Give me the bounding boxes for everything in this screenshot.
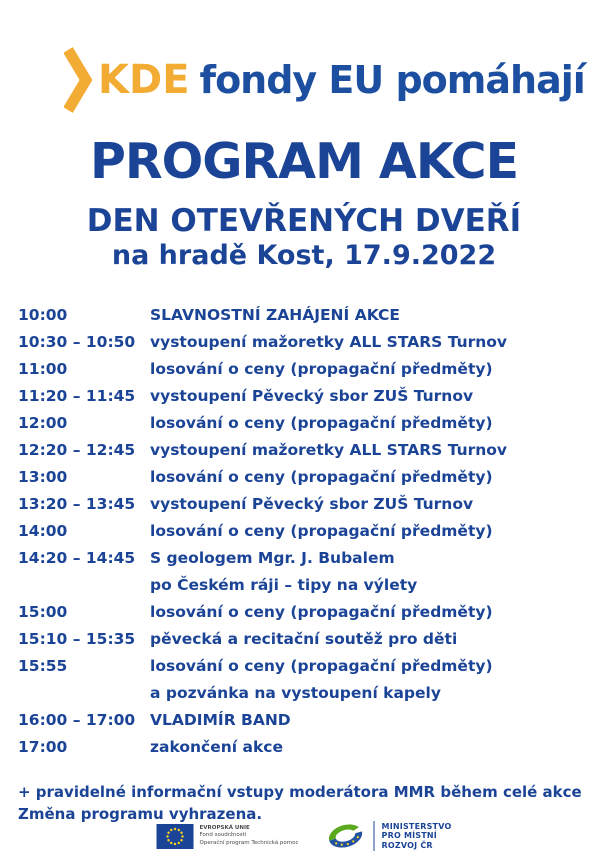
page-title: PROGRAM AKCE bbox=[89, 133, 519, 190]
schedule-event-line: a pozvánka na vystoupení kapely bbox=[150, 684, 441, 702]
schedule-row bbox=[18, 599, 608, 626]
schedule-time: 15:55 bbox=[18, 657, 68, 675]
schedule-time: 12:20 – 12:45 bbox=[18, 441, 136, 459]
event-location-date: na hradě Kost, 17.9.2022 bbox=[111, 240, 497, 271]
schedule-time: 13:20 – 13:45 bbox=[18, 495, 136, 513]
schedule-time: 15:10 – 15:35 bbox=[18, 630, 136, 648]
chevron-right-icon bbox=[64, 46, 92, 114]
ministry-line3: ROZVOJ ČR bbox=[381, 840, 433, 850]
header-logo bbox=[64, 46, 608, 114]
schedule-event bbox=[150, 437, 507, 464]
schedule-time: 16:00 – 17:00 bbox=[18, 711, 136, 729]
footer-note-moderator: + pravidelné informační vstupy moderátora MMR během celé akce bbox=[18, 783, 582, 801]
brand-tagline: fondy EU pomáhají bbox=[199, 58, 585, 102]
eu-logo-text bbox=[200, 825, 299, 848]
eu-logo-line2: Fond soudržnosti bbox=[199, 832, 247, 839]
ministry-logo bbox=[327, 821, 452, 851]
schedule-time: 10:00 bbox=[18, 306, 68, 324]
schedule-time: 17:00 bbox=[18, 738, 68, 756]
schedule-event bbox=[150, 707, 291, 734]
sponsor-logos bbox=[157, 821, 452, 851]
schedule-time: 15:00 bbox=[18, 603, 68, 621]
schedule-event bbox=[150, 329, 507, 356]
schedule-event-line: zakončení akce bbox=[150, 738, 283, 756]
schedule-event-line: losování o ceny (propagační předměty) bbox=[150, 360, 493, 378]
schedule-row bbox=[18, 437, 608, 464]
schedule-event-line: losování o ceny (propagační předměty) bbox=[150, 468, 493, 486]
schedule-row bbox=[18, 302, 608, 329]
schedule-event bbox=[150, 464, 493, 491]
eu-logo-line3: Operační program Technická pomoc bbox=[199, 839, 299, 846]
schedule-event-line: pěvecká a recitační soutěž pro děti bbox=[150, 630, 458, 648]
schedule-row bbox=[18, 464, 608, 491]
mmr-swoosh-icon bbox=[327, 821, 365, 851]
schedule-time: 14:20 – 14:45 bbox=[18, 549, 136, 567]
schedule-row bbox=[18, 410, 608, 437]
schedule-row bbox=[18, 545, 608, 599]
schedule-event-line: vystoupení Pěvecký sbor ZUŠ Turnov bbox=[150, 387, 474, 405]
schedule-time: 10:30 – 10:50 bbox=[18, 333, 136, 351]
schedule-event bbox=[150, 383, 473, 410]
schedule-time: 11:00 bbox=[18, 360, 68, 378]
schedule-row bbox=[18, 734, 608, 761]
schedule-row bbox=[18, 626, 608, 653]
schedule-row bbox=[18, 518, 608, 545]
schedule-event bbox=[150, 626, 457, 653]
footer-note-change: Změna programu vyhrazena. bbox=[18, 805, 263, 823]
schedule-time: 12:00 bbox=[18, 414, 68, 432]
ministry-logo-divider bbox=[374, 821, 375, 851]
schedule-row bbox=[18, 653, 608, 707]
eu-logo-line1: EVROPSKÁ UNIE bbox=[199, 824, 250, 831]
schedule-event bbox=[150, 302, 400, 329]
schedule-list bbox=[18, 302, 608, 761]
schedule-event-line: losování o ceny (propagační předměty) bbox=[150, 522, 493, 540]
ministry-logo-text bbox=[382, 822, 452, 851]
schedule-event bbox=[150, 518, 493, 545]
schedule-event-line: S geologem Mgr. J. Bubalem bbox=[150, 549, 395, 567]
ministry-line2: PRO MÍSTNÍ bbox=[381, 831, 437, 841]
schedule-event bbox=[150, 410, 493, 437]
schedule-event-line: vystoupení Pěvecký sbor ZUŠ Turnov bbox=[150, 495, 474, 513]
schedule-event-line: vystoupení mažoretky ALL STARS Turnov bbox=[150, 333, 508, 351]
schedule-row bbox=[18, 329, 608, 356]
schedule-event bbox=[150, 734, 283, 761]
schedule-event bbox=[150, 653, 493, 707]
schedule-time: 13:00 bbox=[18, 468, 68, 486]
event-subtitle: DEN OTEVŘENÝCH DVEŘÍ bbox=[86, 203, 522, 239]
schedule-row bbox=[18, 356, 608, 383]
schedule-row bbox=[18, 707, 608, 734]
schedule-time: 11:20 – 11:45 bbox=[18, 387, 136, 405]
schedule-event-line: SLAVNOSTNÍ ZAHÁJENÍ AKCE bbox=[150, 306, 400, 324]
brand-kde-label: KDE bbox=[98, 57, 190, 103]
eu-flag-icon bbox=[157, 824, 194, 849]
ministry-line1: MINISTERSTVO bbox=[381, 821, 452, 831]
schedule-event-line: losování o ceny (propagační předměty) bbox=[150, 414, 493, 432]
eu-funding-logo bbox=[157, 824, 299, 849]
schedule-row bbox=[18, 491, 608, 518]
schedule-event-line: VLADIMÍR BAND bbox=[150, 711, 291, 729]
schedule-event bbox=[150, 545, 417, 599]
schedule-event-line: losování o ceny (propagační předměty) bbox=[150, 657, 493, 675]
schedule-event bbox=[150, 599, 493, 626]
schedule-event-line: vystoupení mažoretky ALL STARS Turnov bbox=[150, 441, 508, 459]
schedule-event bbox=[150, 356, 493, 383]
schedule-event bbox=[150, 491, 473, 518]
footer-notes bbox=[18, 781, 608, 825]
schedule-row bbox=[18, 383, 608, 410]
schedule-time: 14:00 bbox=[18, 522, 68, 540]
schedule-event-line: po Českém ráji – tipy na výlety bbox=[150, 576, 418, 594]
schedule-event-line: losování o ceny (propagační předměty) bbox=[150, 603, 493, 621]
